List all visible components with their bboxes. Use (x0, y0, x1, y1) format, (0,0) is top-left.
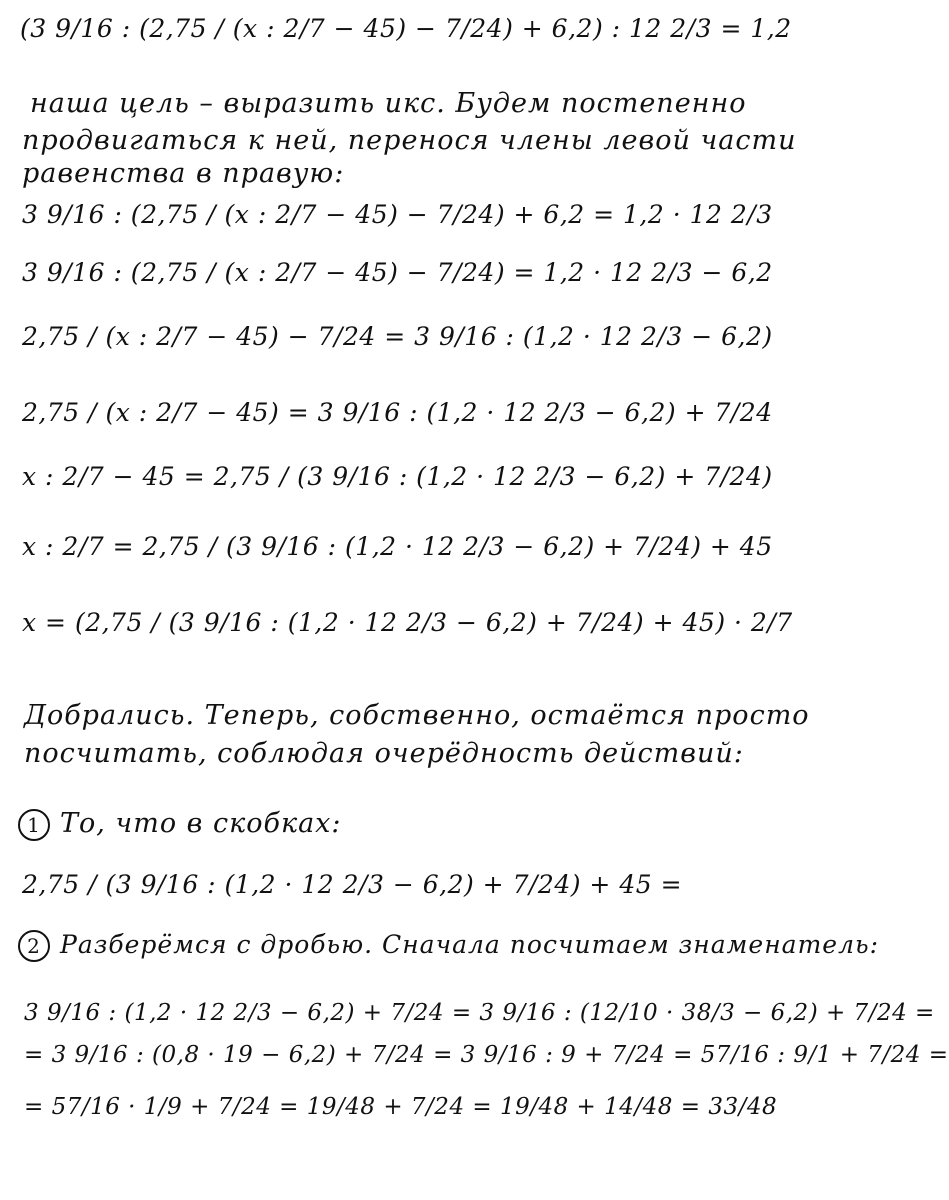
equation-step-1: 3 9/16 : (2,75 / (x : 2/7 − 45) − 7/24) + 6,2 = 1,2 · 12 2/3 (22, 200, 773, 229)
equation-step-4: 2,75 / (x : 2/7 − 45) = 3 9/16 : (1,2 · 12 2/3 − 6,2) + 7/24 (22, 398, 773, 427)
equation-step-2: 3 9/16 : (2,75 / (x : 2/7 − 45) − 7/24) = 1,2 · 12 2/3 − 6,2 (22, 258, 773, 287)
denominator-calc-2: = 3 9/16 : (0,8 · 19 − 6,2) + 7/24 = 3 9/16 : 9 + 7/24 = 57/16 : 9/1 + 7/24 = (24, 1042, 949, 1068)
step-one (18, 808, 342, 841)
step-two (18, 930, 879, 962)
original-equation: (3 9/16 : (2,75 / (x : 2/7 − 45) − 7/24) + 6,2) : 12 2/3 = 1,2 (20, 14, 792, 43)
step-one-badge: 1 (18, 809, 50, 841)
denominator-calc-3: = 57/16 · 1/9 + 7/24 = 19/48 + 7/24 = 19/48 + 14/48 = 33/48 (24, 1094, 778, 1120)
equation-step-6: x : 2/7 = 2,75 / (3 9/16 : (1,2 · 12 2/3 − 6,2) + 7/24) + 45 (22, 532, 773, 561)
explanation-line-1: наша цель – выразить икс. Будем постепенно (30, 88, 747, 119)
explanation-line-4: Добрались. Теперь, собственно, остаётся просто (24, 700, 810, 731)
step-two-badge: 2 (18, 930, 50, 962)
explanation-line-5: посчитать, соблюдая очерёдность действий: (24, 738, 744, 769)
step-one-label: То, что в скобках: (60, 808, 342, 839)
equation-step-7: x = (2,75 / (3 9/16 : (1,2 · 12 2/3 − 6,2) + 7/24) + 45) · 2/7 (22, 608, 793, 637)
explanation-line-2: продвигаться к ней, перенося члены левой части (22, 125, 797, 156)
denominator-calc-1: 3 9/16 : (1,2 · 12 2/3 − 6,2) + 7/24 = 3 9/16 : (12/10 · 38/3 − 6,2) + 7/24 = (24, 1000, 935, 1026)
step-two-label: Разберёмся с дробью. Сначала посчитаем знаменатель: (60, 930, 880, 959)
equation-step-3: 2,75 / (x : 2/7 − 45) − 7/24 = 3 9/16 : (1,2 · 12 2/3 − 6,2) (22, 322, 773, 351)
bracket-expression: 2,75 / (3 9/16 : (1,2 · 12 2/3 − 6,2) + 7/24) + 45 = (22, 870, 683, 899)
equation-step-5: x : 2/7 − 45 = 2,75 / (3 9/16 : (1,2 · 12 2/3 − 6,2) + 7/24) (22, 462, 773, 491)
explanation-line-3: равенства в правую: (22, 158, 345, 189)
